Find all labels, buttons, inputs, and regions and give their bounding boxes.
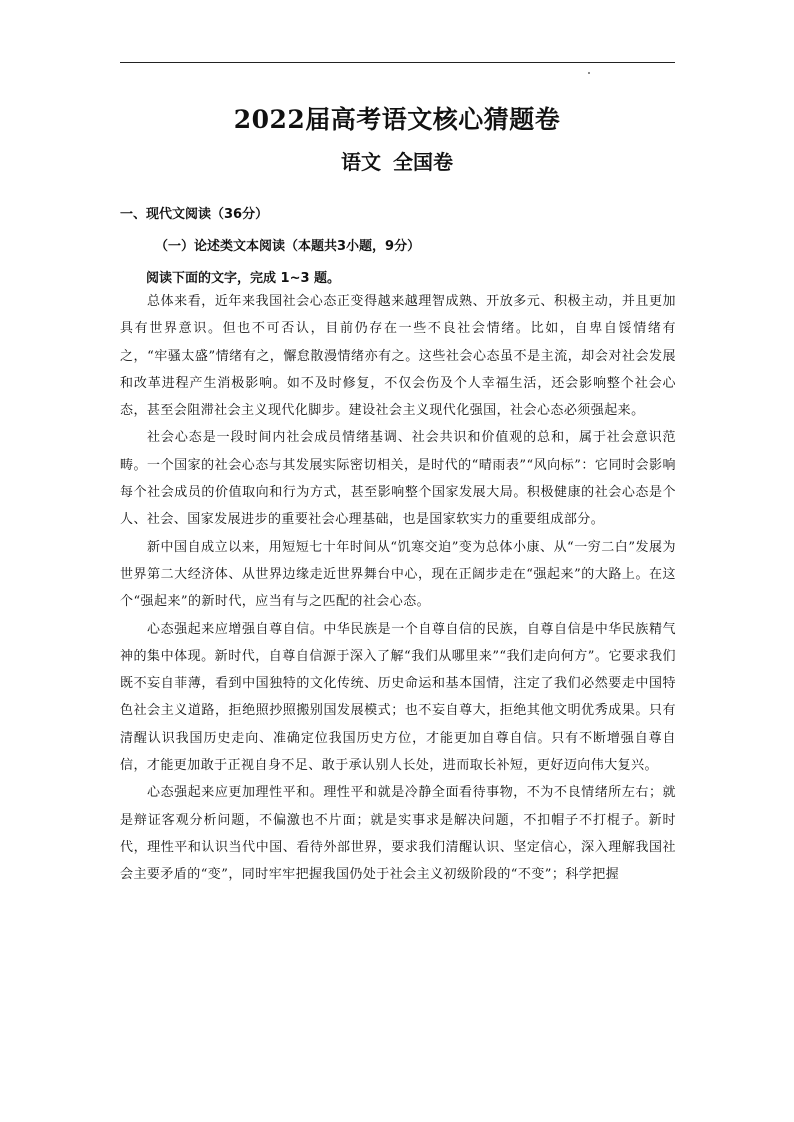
paragraph: 心态强起来应更加理性平和。理性平和就是冷静全面看待事物，不为不良情绪所左右；就是辩证客观分析问题，不偏激也不片面；就是实事求是解决问题，不扣帽子不打棍子。新时代，理性平和认识当代中国、看待外部世界，要求我们清醒认识、坚定信心，深入理解我国社会主要矛盾的“变”，同时牢牢把握我国仍处于社会主义初级阶段的“不变”；科学把握	[120, 785, 676, 883]
subsection-heading: （一）论述类文本阅读（本题共3小题，9分）	[155, 239, 421, 254]
reading-instruction: 阅读下面的文字，完成 1~3 题。	[146, 271, 341, 286]
section-heading: 一、现代文阅读（36分）	[120, 207, 269, 222]
paragraph: 心态强起来应增强自尊自信。中华民族是一个自尊自信的民族，自尊自信是中华民族精气神的集中体现。新时代，自尊自信源于深入了解“我们从哪里来”“我们走向何方”。它要求我们既不妄自菲薄，看到中国独特的文化传统、历史命运和基本国情，注定了我们必然要走中国特色社会主义道路，拒绝照抄照搬别国发展模式；也不妄自尊大，拒绝其他文明优秀成果。只有清醒认识我国历史走向、准确定位我国历史方位，才能更加自尊自信。只有不断增强自尊自信，才能更加敢于正视自身不足、敢于承认别人长处，进而取长补短，更好迈向伟大复兴。	[120, 621, 676, 774]
paragraph: 总体来看，近年来我国社会心态正变得越来越理智成熟、开放多元、积极主动，并且更加具有世界意识。但也不可否认，目前仍存在一些不良社会情绪。比如，自卑自馁情绪有之，“牢骚太盛”情绪有之，懈怠散漫情绪亦有之。这些社会心态虽不是主流，却会对社会发展和改革进程产生消极影响。如不及时修复，不仅会伤及个人幸福生活，还会影响整个社会心态，甚至会阻滞社会主义现代化脚步。建设社会主义现代化强国，社会心态必须强起来。	[120, 294, 676, 419]
paragraph: 新中国自成立以来，用短短七十年时间从“饥寒交迫”变为总体小康、从“一穷二白”发展为世界第二大经济体、从世界边缘走近世界舞台中心，现在正阔步走在“强起来”的大路上。在这个“强起来”的新时代，应当有与之匹配的社会心态。	[120, 539, 676, 610]
page-title: 2022届高考语文核心猜题卷	[233, 105, 561, 134]
subtitle-subject: 语文	[341, 150, 381, 174]
scan-dot	[588, 72, 590, 74]
article-body	[120, 288, 676, 889]
header-rule	[120, 62, 675, 63]
paragraph: 社会心态是一段时间内社会成员情绪基调、社会共识和价值观的总和，属于社会意识范畴。一个国家的社会心态与其发展实际密切相关，是时代的“晴雨表”“风向标”：它同时会影响每个社会成员的价值取向和行为方式，甚至影响整个国家发展大局。积极健康的社会心态是个人、社会、国家发展进步的重要社会心理基础，也是国家软实力的重要组成部分。	[120, 430, 676, 528]
subtitle-scope: 全国卷	[393, 150, 453, 174]
page-subtitle	[0, 146, 794, 175]
